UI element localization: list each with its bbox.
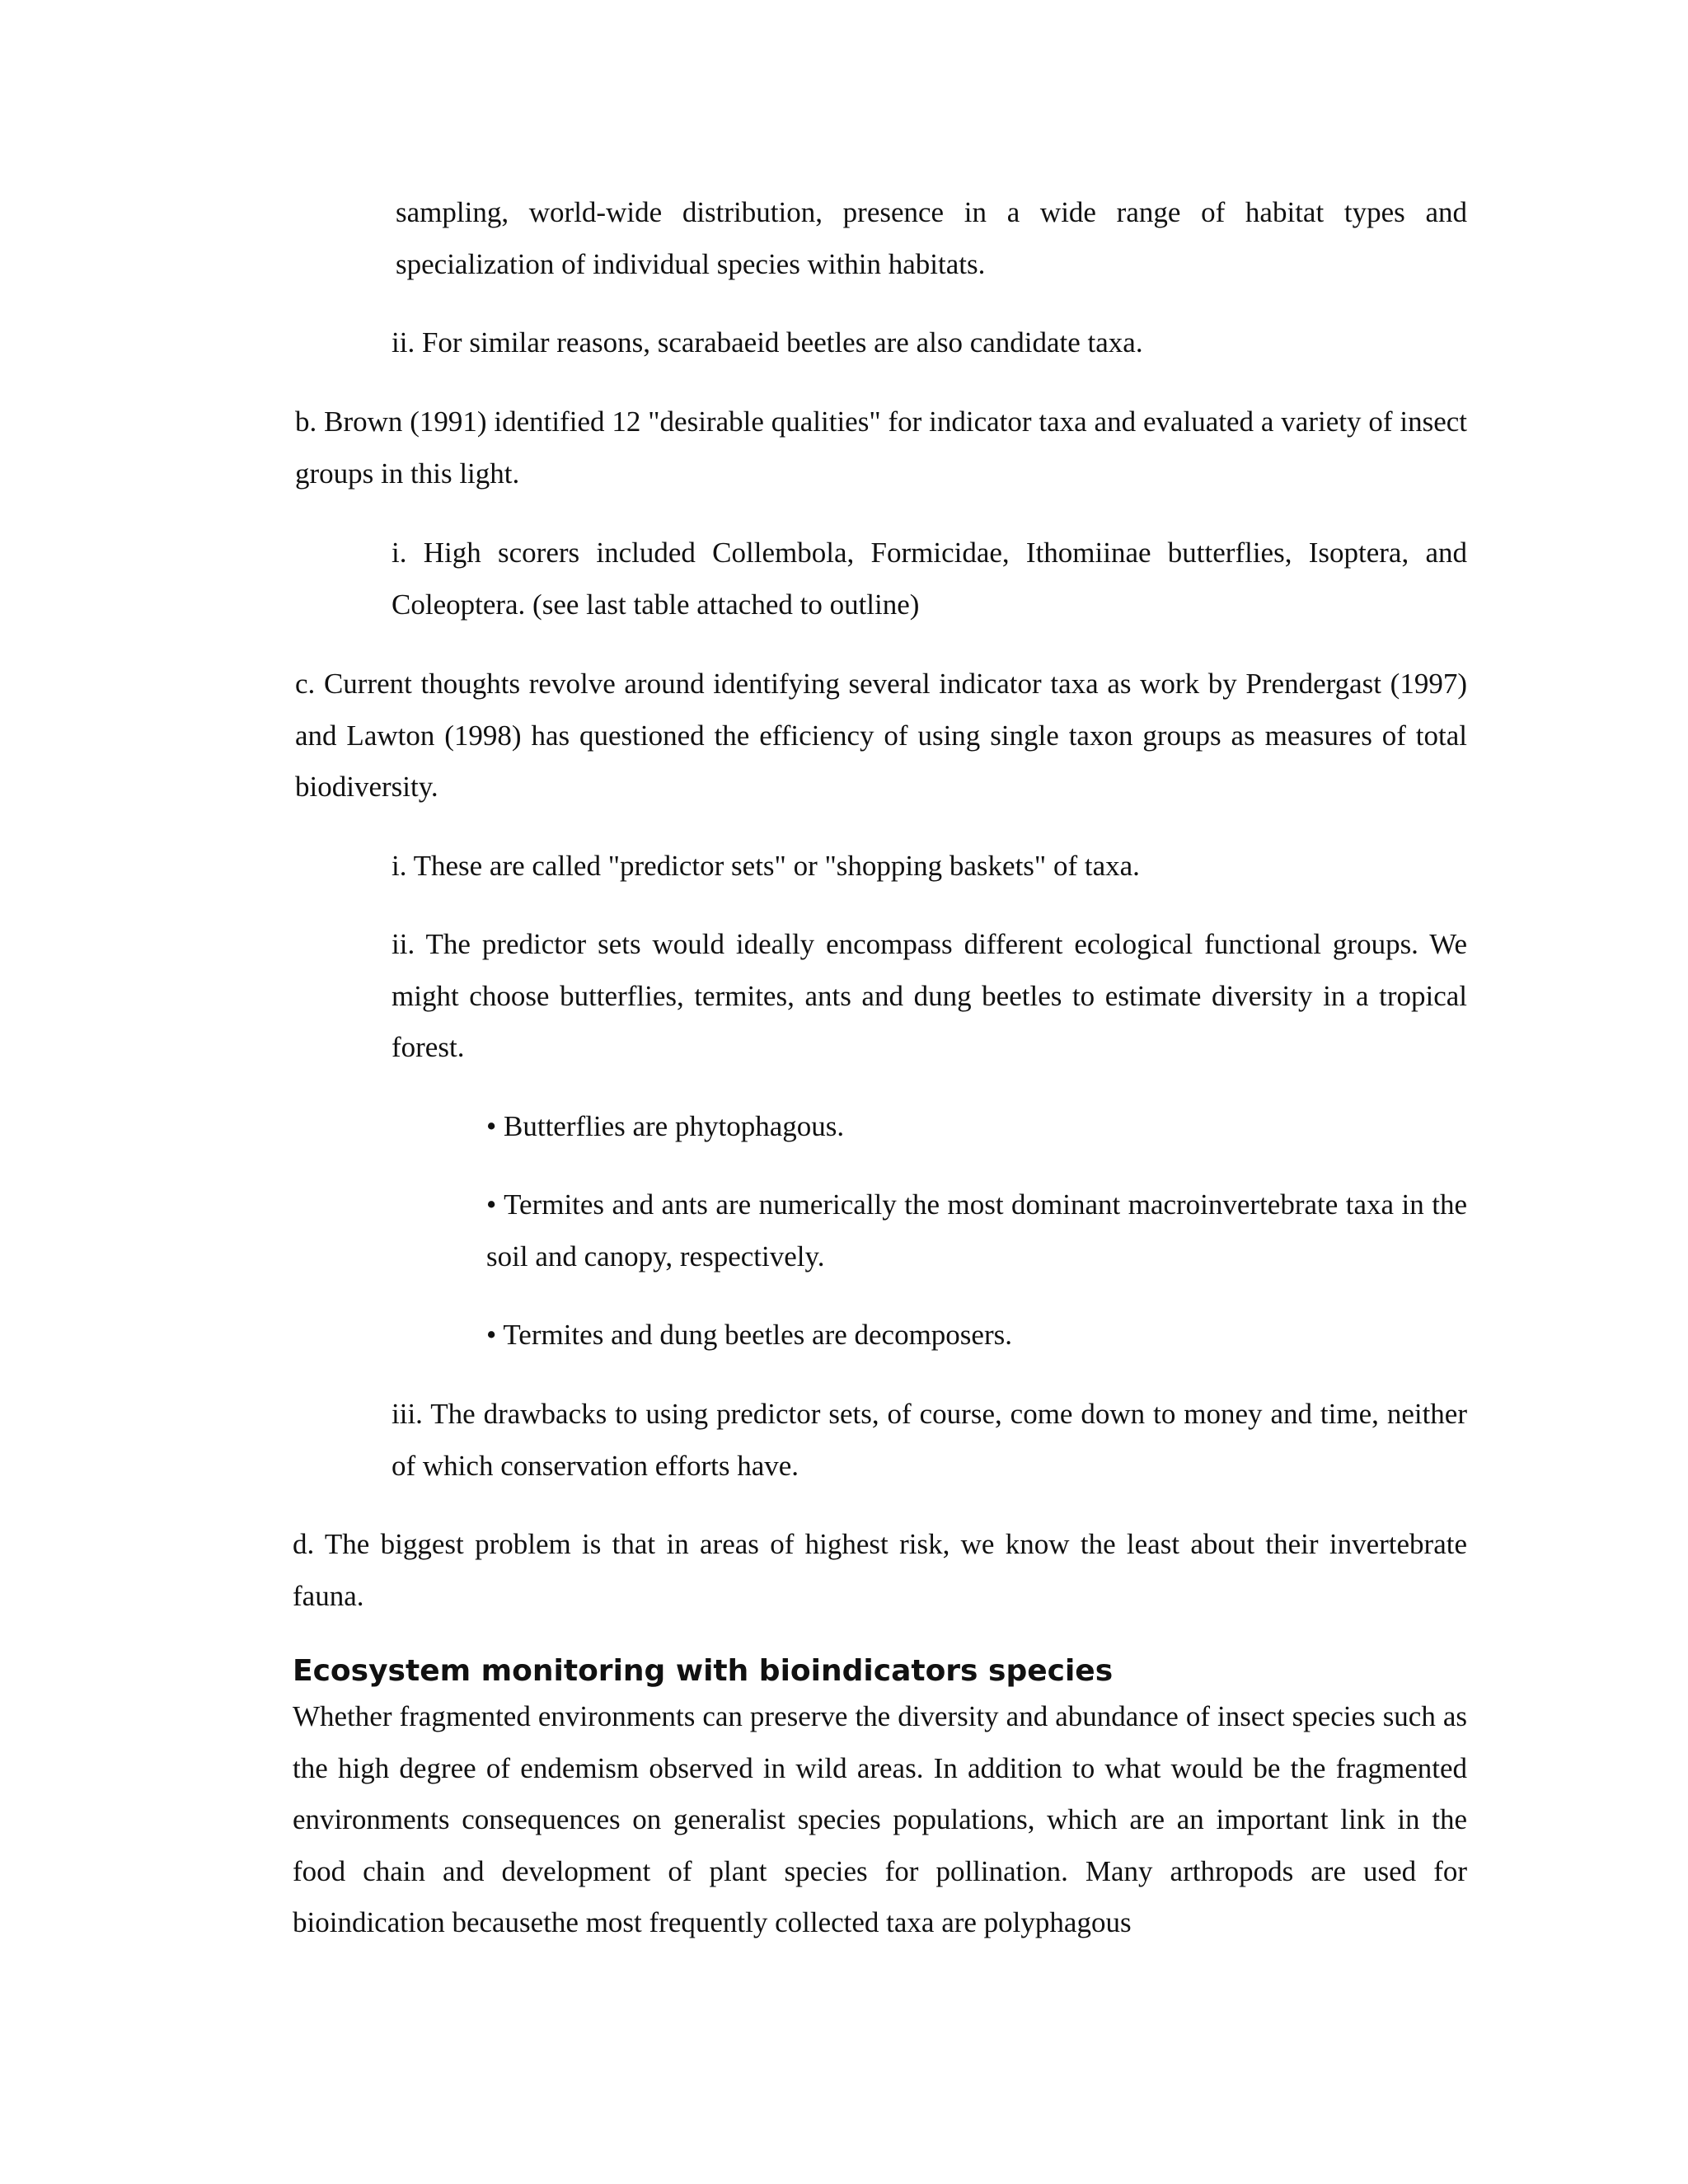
paragraph-drawbacks: iii. The drawbacks to using predictor sets, of course, come down to money and time, neither of which conservation efforts have. — [392, 1398, 1467, 1482]
paragraph-scarabaeid: ii. For similar reasons, scarabaeid beetles are also candidate taxa. — [392, 326, 1143, 359]
paragraph-sampling: sampling, world-wide distribution, presence in a wide range of habitat types and specialization of individual species within habitats. — [396, 196, 1467, 280]
paragraph-functional-groups: ii. The predictor sets would ideally encompass different ecological functional groups. We might choose butterflies, termites, ants and dung beetles to estimate diversity in a tropical forest. — [392, 928, 1467, 1063]
paragraph-biggest-problem: d. The biggest problem is that in areas of highest risk, we know the least about their invertebrate fauna. — [293, 1528, 1467, 1612]
bullet-termites-ants: • Termites and ants are numerically the most dominant macroinvertebrate taxa in the soil and canopy, respectively. — [486, 1188, 1467, 1272]
bullet-decomposers: • Termites and dung beetles are decomposers. — [486, 1319, 1012, 1351]
bullet-butterflies: • Butterflies are phytophagous. — [486, 1110, 845, 1142]
paragraph-high-scorers: i. High scorers included Collembola, Formicidae, Ithomiinae butterflies, Isoptera, and Coleoptera. (see last table attached to outline) — [392, 537, 1467, 621]
paragraph-predictor-sets: i. These are called "predictor sets" or "shopping baskets" of taxa. — [392, 850, 1140, 882]
paragraph-brown: b. Brown (1991) identified 12 "desirable qualities" for indicator taxa and evaluated a variety of insect groups in this light. — [295, 405, 1467, 490]
paragraph-current-thoughts: c. Current thoughts revolve around identifying several indicator taxa as work by Prendergast (1997) and Lawton (1998) has questioned the efficiency of using single taxon groups as measures of total biodiversity. — [295, 668, 1467, 803]
section-heading: Ecosystem monitoring with bioindicators species — [293, 1654, 1114, 1688]
paragraph-fragmented-environments: Whether fragmented environments can preserve the diversity and abundance of insect species such as the high degree of endemism observed in wild areas. In addition to what would be the fragmented environments consequences on generalist species populations, which are an important link in the food chain and development of plant species for pollination. Many arthropods are used for bioindication becausethe most frequently collected taxa are polyphagous — [293, 1700, 1467, 1938]
